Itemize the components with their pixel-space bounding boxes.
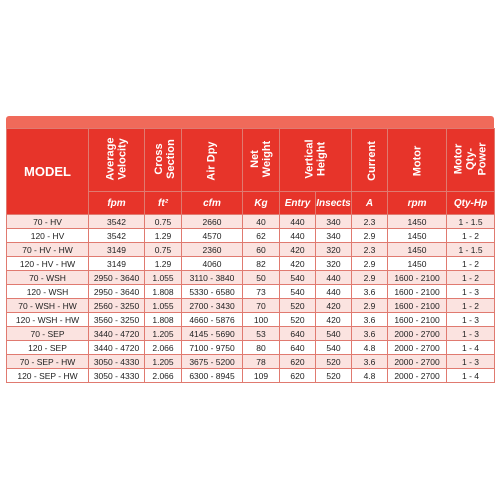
table-cell: 1.055 bbox=[145, 299, 182, 313]
header-vertical-height: Vertical Height bbox=[280, 129, 352, 192]
table-cell: 1450 bbox=[388, 257, 447, 271]
table-cell: 2.066 bbox=[145, 369, 182, 383]
table-cell: 440 bbox=[280, 215, 316, 229]
table-cell: 3050 - 4330 bbox=[89, 355, 145, 369]
table-cell: 82 bbox=[243, 257, 280, 271]
unit-weight: Kg bbox=[243, 192, 280, 215]
table-cell: 1450 bbox=[388, 243, 447, 257]
table-cell: 1.808 bbox=[145, 285, 182, 299]
table-cell: 2.9 bbox=[352, 299, 388, 313]
table-row bbox=[7, 341, 495, 355]
table-cell: 2.9 bbox=[352, 257, 388, 271]
table-cell: 2.9 bbox=[352, 229, 388, 243]
header-net-weight: Net Weight bbox=[243, 129, 280, 192]
table-row bbox=[7, 285, 495, 299]
table-cell: 1600 - 2100 bbox=[388, 299, 447, 313]
table-cell: 2700 - 3430 bbox=[182, 299, 243, 313]
model-cell: 70 - WSH - HW bbox=[7, 299, 89, 313]
table-cell: 2.066 bbox=[145, 341, 182, 355]
table-cell: 3110 - 3840 bbox=[182, 271, 243, 285]
model-cell: 70 - WSH bbox=[7, 271, 89, 285]
table-cell: 3050 - 4330 bbox=[89, 369, 145, 383]
table-row bbox=[7, 369, 495, 383]
table-cell: 2.9 bbox=[352, 271, 388, 285]
table-cell: 1.29 bbox=[145, 229, 182, 243]
table-cell: 340 bbox=[316, 229, 352, 243]
table-cell: 420 bbox=[316, 313, 352, 327]
table-cell: 40 bbox=[243, 215, 280, 229]
model-cell: 70 - SEP bbox=[7, 327, 89, 341]
header-current: Current bbox=[352, 129, 388, 192]
model-cell: 120 - SEP bbox=[7, 341, 89, 355]
table-cell: 1 - 3 bbox=[447, 285, 495, 299]
unit-entry: Entry bbox=[280, 192, 316, 215]
table-cell: 1600 - 2100 bbox=[388, 313, 447, 327]
table-cell: 0.75 bbox=[145, 215, 182, 229]
table-cell: 1 - 3 bbox=[447, 355, 495, 369]
table-cell: 73 bbox=[243, 285, 280, 299]
table-body bbox=[7, 215, 495, 383]
table-cell: 100 bbox=[243, 313, 280, 327]
table-cell: 50 bbox=[243, 271, 280, 285]
table-cell: 2000 - 2700 bbox=[388, 369, 447, 383]
table-cell: 3149 bbox=[89, 257, 145, 271]
table-cell: 2000 - 2700 bbox=[388, 355, 447, 369]
table-cell: 3542 bbox=[89, 215, 145, 229]
table-cell: 1 - 2 bbox=[447, 229, 495, 243]
model-cell: 70 - SEP - HW bbox=[7, 355, 89, 369]
model-cell: 70 - HV - HW bbox=[7, 243, 89, 257]
table-cell: 4060 bbox=[182, 257, 243, 271]
table-cell: 540 bbox=[316, 341, 352, 355]
table-cell: 1 - 4 bbox=[447, 341, 495, 355]
table-cell: 3.6 bbox=[352, 313, 388, 327]
table-cell: 1 - 4 bbox=[447, 369, 495, 383]
table-row bbox=[7, 327, 495, 341]
unit-motor: rpm bbox=[388, 192, 447, 215]
table-cell: 1.205 bbox=[145, 355, 182, 369]
table-cell: 70 bbox=[243, 299, 280, 313]
table-cell: 1 - 3 bbox=[447, 313, 495, 327]
table-cell: 3560 - 3250 bbox=[89, 313, 145, 327]
unit-current: A bbox=[352, 192, 388, 215]
model-cell: 120 - SEP - HW bbox=[7, 369, 89, 383]
header-average-velocity: Average Velocity bbox=[89, 129, 145, 192]
table-cell: 520 bbox=[316, 355, 352, 369]
table-cell: 4.8 bbox=[352, 341, 388, 355]
table-top-band bbox=[6, 116, 494, 128]
table-cell: 62 bbox=[243, 229, 280, 243]
table-row bbox=[7, 243, 495, 257]
table-cell: 420 bbox=[280, 257, 316, 271]
table-row bbox=[7, 257, 495, 271]
table-cell: 3440 - 4720 bbox=[89, 327, 145, 341]
table-cell: 7100 - 9750 bbox=[182, 341, 243, 355]
table-cell: 4145 - 5690 bbox=[182, 327, 243, 341]
header-model: MODEL bbox=[7, 129, 89, 215]
header-cross-section: Cross Section bbox=[145, 129, 182, 192]
table-cell: 440 bbox=[316, 285, 352, 299]
table-cell: 53 bbox=[243, 327, 280, 341]
unit-velocity: fpm bbox=[89, 192, 145, 215]
table-cell: 109 bbox=[243, 369, 280, 383]
table-cell: 4570 bbox=[182, 229, 243, 243]
table-cell: 1.205 bbox=[145, 327, 182, 341]
table-cell: 540 bbox=[280, 285, 316, 299]
table-cell: 1 - 2 bbox=[447, 299, 495, 313]
table-cell: 420 bbox=[316, 299, 352, 313]
table-cell: 4660 - 5876 bbox=[182, 313, 243, 327]
table-row bbox=[7, 355, 495, 369]
table-cell: 440 bbox=[280, 229, 316, 243]
table-cell: 2950 - 3640 bbox=[89, 271, 145, 285]
table-cell: 2.3 bbox=[352, 215, 388, 229]
table-cell: 520 bbox=[316, 369, 352, 383]
table-cell: 320 bbox=[316, 243, 352, 257]
table-cell: 1600 - 2100 bbox=[388, 285, 447, 299]
table-cell: 2000 - 2700 bbox=[388, 327, 447, 341]
table-cell: 620 bbox=[280, 355, 316, 369]
table-cell: 1 - 2 bbox=[447, 257, 495, 271]
unit-qty-hp: Qty-Hp bbox=[447, 192, 495, 215]
unit-insects: Insects bbox=[316, 192, 352, 215]
table-cell: 2660 bbox=[182, 215, 243, 229]
table-cell: 3.6 bbox=[352, 355, 388, 369]
table-cell: 620 bbox=[280, 369, 316, 383]
table-cell: 3675 - 5200 bbox=[182, 355, 243, 369]
model-cell: 120 - WSH - HW bbox=[7, 313, 89, 327]
model-cell: 70 - HV bbox=[7, 215, 89, 229]
table-cell: 640 bbox=[280, 341, 316, 355]
table-cell: 640 bbox=[280, 327, 316, 341]
table-cell: 3.6 bbox=[352, 327, 388, 341]
model-cell: 120 - HV bbox=[7, 229, 89, 243]
table-row bbox=[7, 229, 495, 243]
table-row bbox=[7, 271, 495, 285]
header-motor: Motor bbox=[388, 129, 447, 192]
table-row bbox=[7, 313, 495, 327]
table-cell: 6300 - 8945 bbox=[182, 369, 243, 383]
table-cell: 80 bbox=[243, 341, 280, 355]
table-cell: 2950 - 3640 bbox=[89, 285, 145, 299]
model-cell: 120 - HV - HW bbox=[7, 257, 89, 271]
table-cell: 2560 - 3250 bbox=[89, 299, 145, 313]
specification-table bbox=[6, 128, 495, 383]
table-cell: 540 bbox=[280, 271, 316, 285]
model-cell: 120 - WSH bbox=[7, 285, 89, 299]
table-cell: 320 bbox=[316, 257, 352, 271]
table-row bbox=[7, 215, 495, 229]
table-cell: 340 bbox=[316, 215, 352, 229]
table-cell: 1450 bbox=[388, 215, 447, 229]
table-cell: 1 - 1.5 bbox=[447, 243, 495, 257]
table-row bbox=[7, 299, 495, 313]
table-cell: 1 - 1.5 bbox=[447, 215, 495, 229]
table-cell: 2360 bbox=[182, 243, 243, 257]
table-cell: 5330 - 6580 bbox=[182, 285, 243, 299]
table-cell: 1600 - 2100 bbox=[388, 271, 447, 285]
table-cell: 420 bbox=[280, 243, 316, 257]
table-cell: 1 - 3 bbox=[447, 327, 495, 341]
table-cell: 1.808 bbox=[145, 313, 182, 327]
table-cell: 1.29 bbox=[145, 257, 182, 271]
table-cell: 78 bbox=[243, 355, 280, 369]
table-cell: 3149 bbox=[89, 243, 145, 257]
table-cell: 540 bbox=[316, 327, 352, 341]
table-cell: 3.6 bbox=[352, 285, 388, 299]
table-cell: 520 bbox=[280, 299, 316, 313]
table-cell: 1450 bbox=[388, 229, 447, 243]
table-cell: 60 bbox=[243, 243, 280, 257]
unit-air: cfm bbox=[182, 192, 243, 215]
header-air-dpy: Air Dpy bbox=[182, 129, 243, 192]
table-cell: 2.3 bbox=[352, 243, 388, 257]
table-cell: 3542 bbox=[89, 229, 145, 243]
table-cell: 1 - 2 bbox=[447, 271, 495, 285]
table-cell: 4.8 bbox=[352, 369, 388, 383]
table-cell: 2000 - 2700 bbox=[388, 341, 447, 355]
table-cell: 0.75 bbox=[145, 243, 182, 257]
header-motor-qty-power: Motor Qty- Power bbox=[447, 129, 495, 192]
table-cell: 520 bbox=[280, 313, 316, 327]
table-cell: 3440 - 4720 bbox=[89, 341, 145, 355]
table-cell: 1.055 bbox=[145, 271, 182, 285]
table-cell: 440 bbox=[316, 271, 352, 285]
unit-cross-section: ft² bbox=[145, 192, 182, 215]
